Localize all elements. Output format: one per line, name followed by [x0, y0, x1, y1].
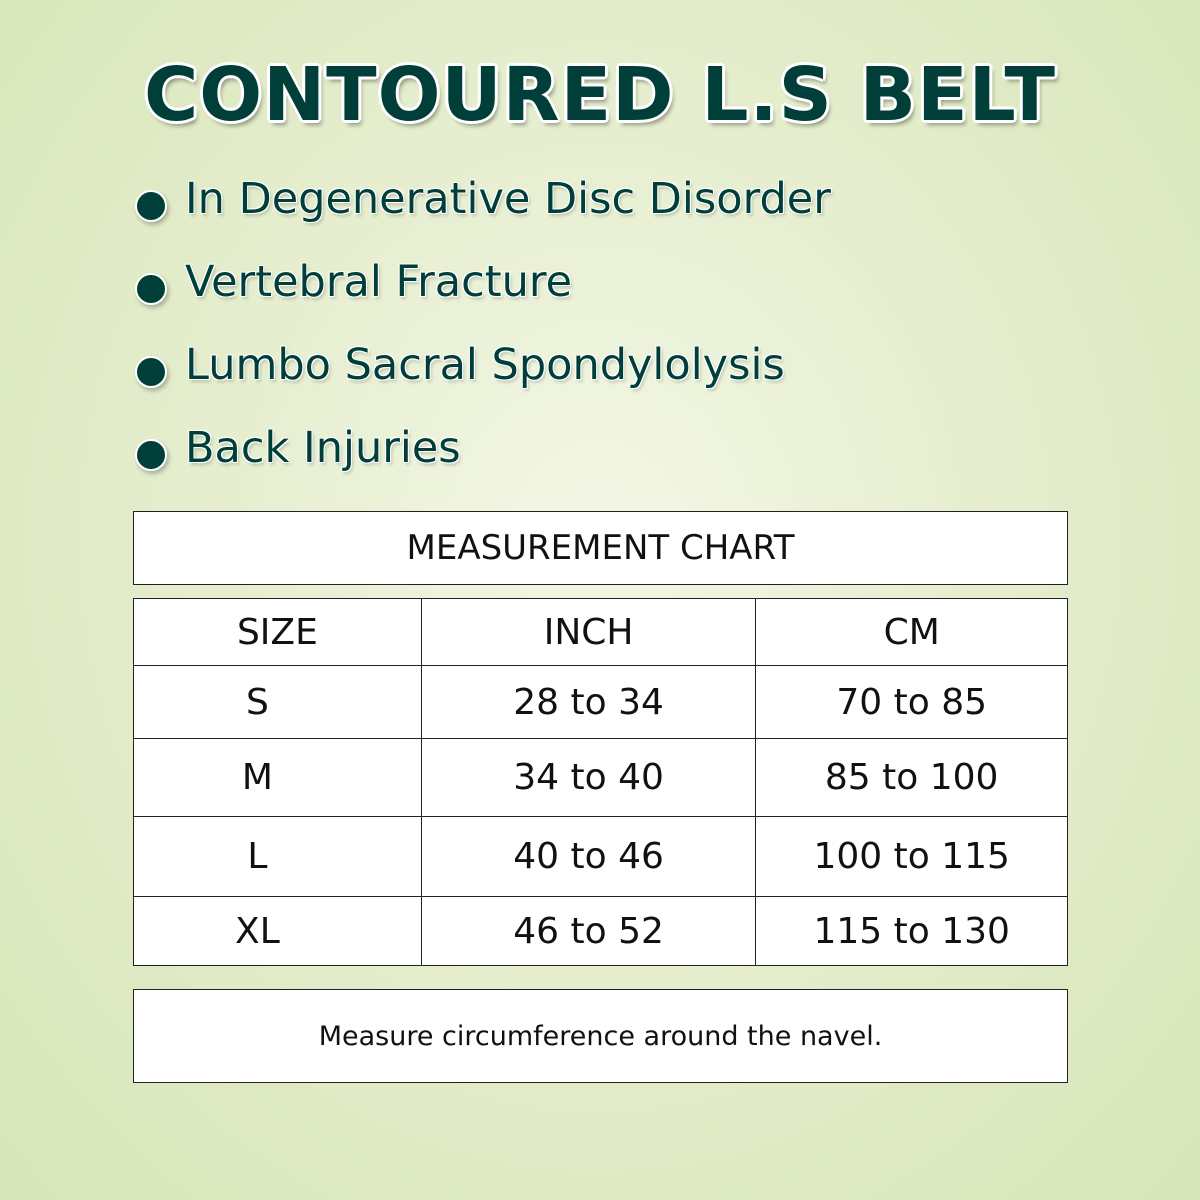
size-cell: L [134, 817, 422, 897]
page-title: CONTOURED L.S BELT [144, 52, 1056, 138]
column-header-size: SIZE [134, 599, 422, 666]
bullet-icon [135, 356, 167, 388]
size-cell: XL [134, 897, 422, 966]
indication-text: Back Injuries [185, 423, 461, 473]
size-cell: M [134, 739, 422, 817]
bullet-icon [135, 190, 167, 222]
table-row [134, 897, 1068, 966]
indication-text: Vertebral Fracture [185, 257, 573, 307]
column-header-cm: CM [756, 599, 1068, 666]
column-header-inch: INCH [421, 599, 756, 666]
table-row [134, 666, 1068, 739]
cm-cell: 85 to 100 [756, 739, 1068, 817]
cm-cell: 100 to 115 [756, 817, 1068, 897]
list-item [135, 253, 1135, 336]
list-item [135, 170, 1135, 253]
bullet-icon [135, 439, 167, 471]
inch-cell: 34 to 40 [421, 739, 756, 817]
bullet-icon [135, 273, 167, 305]
cm-cell: 70 to 85 [756, 666, 1068, 739]
table-row [134, 739, 1068, 817]
indication-text: Lumbo Sacral Spondylolysis [185, 340, 785, 390]
table-row [134, 817, 1068, 897]
inch-cell: 46 to 52 [421, 897, 756, 966]
size-cell: S [134, 666, 422, 739]
inch-cell: 28 to 34 [421, 666, 756, 739]
measurement-note: Measure circumference around the navel. [133, 989, 1068, 1083]
table-header-row [134, 599, 1068, 666]
measurement-chart-header: MEASUREMENT CHART [133, 511, 1068, 585]
list-item [135, 419, 1135, 502]
list-item [135, 336, 1135, 419]
indication-text: In Degenerative Disc Disorder [185, 174, 831, 224]
size-table [133, 598, 1068, 966]
cm-cell: 115 to 130 [756, 897, 1068, 966]
indications-list [135, 170, 1135, 502]
inch-cell: 40 to 46 [421, 817, 756, 897]
